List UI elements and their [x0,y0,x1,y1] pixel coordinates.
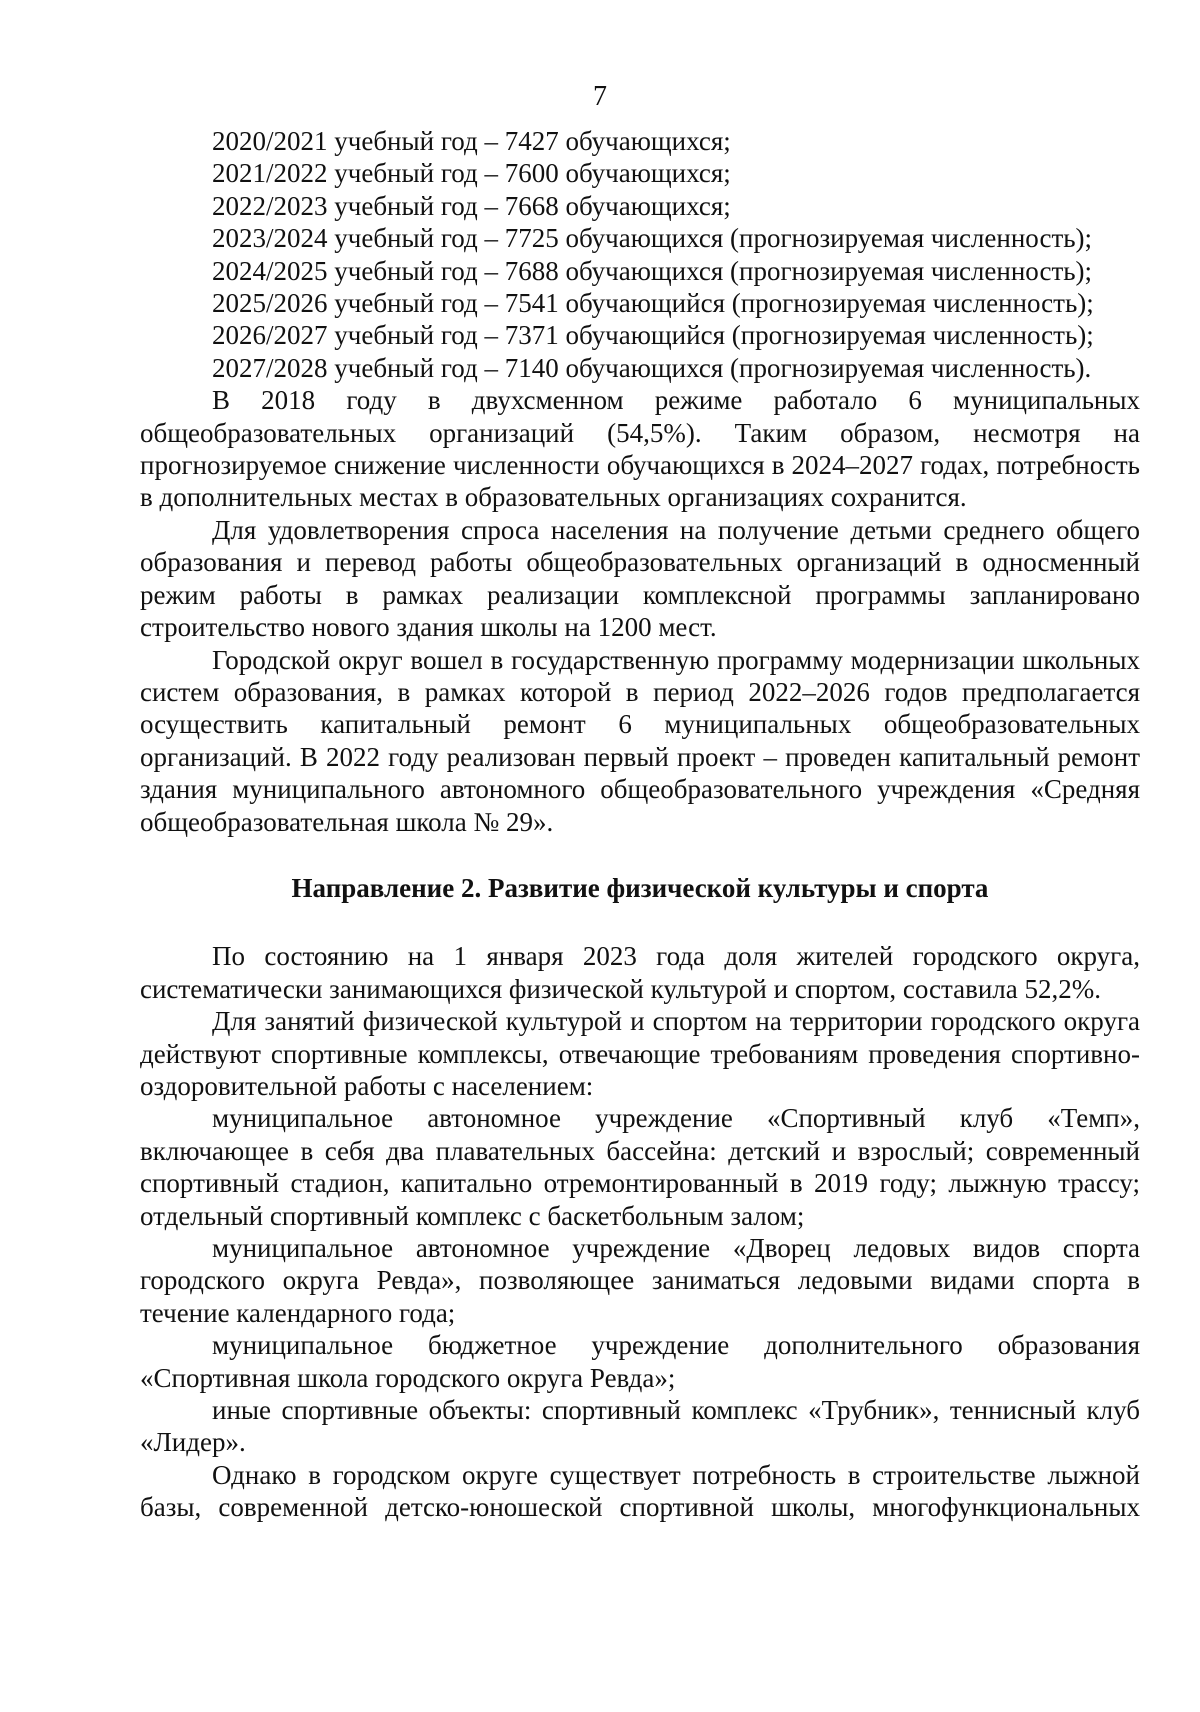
enrollment-line: 2022/2023 учебный год – 7668 обучающихся; [212,190,731,221]
paragraph-temp-club: муниципальное автономное учреждение «Спортивный клуб «Темп», включающее в себя два плавательных бассейна: детский и взрослый; современный спортивный стадион, капитально отремонтированный в 2019 году; лыжную трассу; отдельный спортивный комплекс с баскетбольным залом; [140,1103,1140,1231]
paragraph-new-school: Для удовлетворения спроса населения на получение детьми среднего общего образования и перевод работы общеобразовательных организаций в односменный режим работы в рамках реализации комплексной программы запланировано строительство нового здания школы на 1200 мест. [140,514,1140,643]
enrollment-line: 2025/2026 учебный год – 7541 обучающийся (прогнозируемая численность); [212,288,1094,319]
enrollment-line: 2024/2025 учебный год – 7688 обучающихся (прогнозируемая численность); [212,255,1093,286]
paragraph-double-shift: В 2018 году в двухсменном режиме работало 6 муниципальных общеобразовательных организаций (54,5%). Таким образом, несмотря на прогнозируемое снижение численности обучающихся в 2024–2027 годах, потребность в дополнительных местах в образовательных организациях сохранится. [140,385,1140,513]
section-heading: Направление 2. Развитие физической культуры и спорта [291,872,989,903]
enrollment-line: 2023/2024 учебный год – 7725 обучающихся (прогнозируемая численность); [212,223,1093,254]
paragraph-other-objects: иные спортивные объекты: спортивный комплекс «Трубник», теннисный клуб «Лидер». [140,1395,1140,1458]
page-number: 7 [593,81,607,112]
document-body [140,125,1140,1524]
enrollment-line: 2020/2021 учебный год – 7427 обучающихся; [212,126,731,156]
enrollment-line: 2027/2028 учебный год – 7140 обучающихся (прогнозируемая численность). [212,352,1092,383]
paragraph-sport-complexes: Для занятий физической культурой и спортом на территории городского округа действуют спортивные комплексы, отвечающие требованиям проведения спортивно-оздоровительной работы с населением: [140,1006,1140,1101]
enrollment-line: 2026/2027 учебный год – 7371 обучающийся (прогнозируемая численность); [212,320,1094,351]
enrollment-line: 2021/2022 учебный год – 7600 обучающихся; [212,158,731,189]
paragraph-ice-palace: муниципальное автономное учреждение «Дворец ледовых видов спорта городского округа Ревда», позволяющее заниматься ледовыми видами спорта в течение календарного года; [140,1233,1140,1328]
paragraph-sport-share: По состоянию на 1 января 2023 года доля жителей городского округа, систематически занимающихся физической культурой и спортом, составила 52,2%. [140,941,1140,1004]
paragraph-modernization: Городской округ вошел в государственную программу модернизации школьных систем образования, в рамках которой в период 2022–2026 годов предполагается осуществить капитальный ремонт 6 муниципальных общеобразовательных организаций. В 2022 году реализован первый проект – проведен капитальный ремонт здания муниципального автономного общеобразовательного учреждения «Средняя общеобразовательная школа № 29». [140,644,1140,837]
paragraph-needs: Однако в городском округе существует потребность в строительстве лыжной базы, современной детско-юношеской спортивной школы, многофункциональных [140,1459,1140,1523]
paragraph-sport-school: муниципальное бюджетное учреждение дополнительного образования «Спортивная школа городского округа Ревда»; [140,1330,1140,1393]
